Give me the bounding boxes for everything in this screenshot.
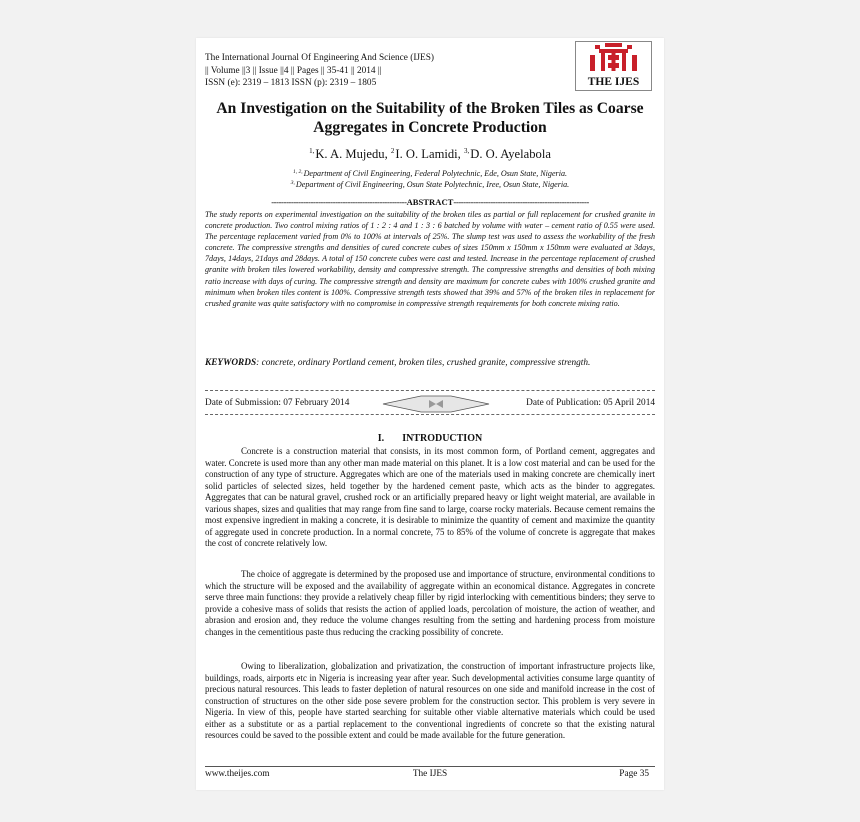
- ijes-logo: [575, 41, 652, 91]
- paragraph-1: Concrete is a construction material that consists, in its most common form, of Portland cement, aggregates and water. Concrete is used more than any other man made material on this planet. It is a low cost material and can be used for the construction of any type of structure. Aggregates which are one of the materials used in making concrete are chemically inert solid particles of selected sizes, held together by the hardened cement paste, which acts as the binder to aggregates. Aggregates that can be natural gravel, crushed rock or an artificially prepared heavy or light weight material, are available in various shapes, sizes and qualities that may range from fine sand to large, coarse rocky materials. Because cement remains the most expensive ingredient in making a concrete, it is desirable to minimize the quantity of cement and maximize the quantity of aggregate used in concrete production. In a normal concrete, 75 to 85% of the volume of concrete is aggregate that makes the cost of concrete relatively low.: [205, 446, 655, 548]
- keywords: [205, 358, 655, 370]
- abstract-heading-line: [205, 197, 655, 207]
- dash-rule-left: -------------------------------------------------------: [271, 197, 407, 207]
- author-2: I. O. Lamidi,: [395, 147, 461, 161]
- author-3-sup: 3,: [463, 147, 470, 155]
- section-heading: [205, 433, 655, 444]
- affiliation-1-sup: 1, 2,: [292, 169, 303, 175]
- publication-date: Date of Publication: 05 April 2014: [526, 398, 655, 408]
- logo-text: THE IJES: [587, 76, 640, 88]
- section-title: INTRODUCTION: [402, 433, 483, 444]
- footer-rule: [205, 766, 655, 767]
- author-3: D. O. Ayelabola: [470, 147, 551, 161]
- keywords-label: KEYWORDS: [205, 358, 257, 368]
- author-1: K. A. Mujedu,: [315, 147, 388, 161]
- author-list: [205, 147, 655, 162]
- title-line-1: An Investigation on the Suitability of the Broken Tiles as Coarse: [216, 100, 644, 117]
- footer-center: The IJES: [412, 769, 448, 779]
- dates-rule-bottom: [205, 414, 655, 415]
- abstract-heading: ABSTRACT: [406, 197, 454, 207]
- author-2-sup: 2: [390, 147, 395, 155]
- double-arrow-icon: [381, 395, 491, 413]
- volume-line: || Volume ||3 || Issue ||4 || Pages || 35-41 || 2014 ||: [205, 65, 382, 76]
- journal-header: [205, 52, 434, 90]
- paragraph-3: Owing to liberalization, globalization and privatization, the construction of important infrastructure projects like, buildings, roads, airports etc in Nigeria is increasing year after year. Such developmental activities consume large quantity of precious natural resources. This leads to faster depletion of natural resources on one side and manifold increase in the cost of construction of structures on the other side pose severe problem for the construction sector. This problem is very severe in Nigeria. In view of this, people have started searching for suitable other viable alternative materials which could be used either as a substitute or as a partial replacement to the conventional ingredients of concrete so that the existing natural resources could be saved to the possible extent and could be made available for the future generation.: [205, 661, 655, 740]
- keywords-text: : concrete, ordinary Portland cement, broken tiles, crushed granite, compressive strength.: [256, 358, 591, 368]
- journal-name: The International Journal Of Engineering And Science (IJES): [205, 53, 434, 63]
- dates-row: [205, 395, 655, 413]
- page-content: [205, 38, 655, 790]
- abstract-text: The study reports on experimental investigation on the suitability of the broken tiles as partial or full replacement for crushed granite in concrete production. Two control mixing ratios of 1 : 2 : 4 and 1 : 3 : 6 batched by volume with water – cement ratio of 0.55 were used. The percentage replacement varied from 0% to 100% at intervals of 25%. The slump test was used to assess the workability of the fresh concrete. The compressive strengths and densities of cured concrete cubes of sizes 150mm x 150mm x 150mm were evaluated at 3days, 7days, 14days, 21days and 28days. A total of 150 concrete cubes were cast and tested. Increase in the percentage replacement of crushed granite with broken tiles lowered workability, density and compressive strength. The compressive strengths and densities of both mixing ratio increase with days of curing. The compressive strength and density are maximum for concrete cubes with 100% crushed granite and minimum when broken tiles content is 100%. Compressive strength tests showed that 39% and 57% of the broken tiles in replacement for crushed granite was quite satisfactory with no compromise in compressive strength requirements for both concrete mixing ratio.: [205, 210, 655, 308]
- title-line-2: Aggregates in Concrete Production: [313, 119, 547, 136]
- footer-website: www.theijes.com: [205, 769, 270, 779]
- section-number: I.: [377, 433, 385, 444]
- affiliation-2-sup: 3,: [290, 180, 295, 186]
- affiliation-2-text: Department of Civil Engineering, Osun State Polytechnic, Iree, Osun State, Nigeria.: [295, 180, 570, 189]
- footer-page-number: Page 35: [619, 769, 649, 779]
- dash-rule-right: -------------------------------------------------------: [453, 197, 589, 207]
- affiliation-2: [205, 178, 655, 190]
- page-footer: [205, 769, 655, 783]
- submission-date: Date of Submission: 07 February 2014: [205, 398, 350, 408]
- affiliation-1-text: Department of Civil Engineering, Federal Polytechnic, Ede, Osun State, Nigeria.: [303, 169, 568, 178]
- paper-page: [196, 38, 664, 790]
- paper-title: [205, 99, 655, 137]
- author-1-sup: 1,: [309, 147, 315, 155]
- dates-rule-top: [205, 390, 655, 391]
- issn-line: ISSN (e): 2319 – 1813 ISSN (p): 2319 – 1805: [205, 78, 377, 89]
- paragraph-2: The choice of aggregate is determined by the proposed use and importance of structure, environmental conditions to which the structure will be exposed and the availability of aggregate within an economical distance. Aggregates in concrete serve three main functions: they provide a relatively cheap filler by rigid interlocking with cementitious binders; they serve to provide a cohesive mass of solids that resists the action of applied loads, percolation of moisture, the action of weather, and abrasion and erosion and, they reduce the volume changes resulting from the setting and hardening process from moisture changes in the cementitious paste thus reducing the cracking possibility of concrete.: [205, 569, 655, 637]
